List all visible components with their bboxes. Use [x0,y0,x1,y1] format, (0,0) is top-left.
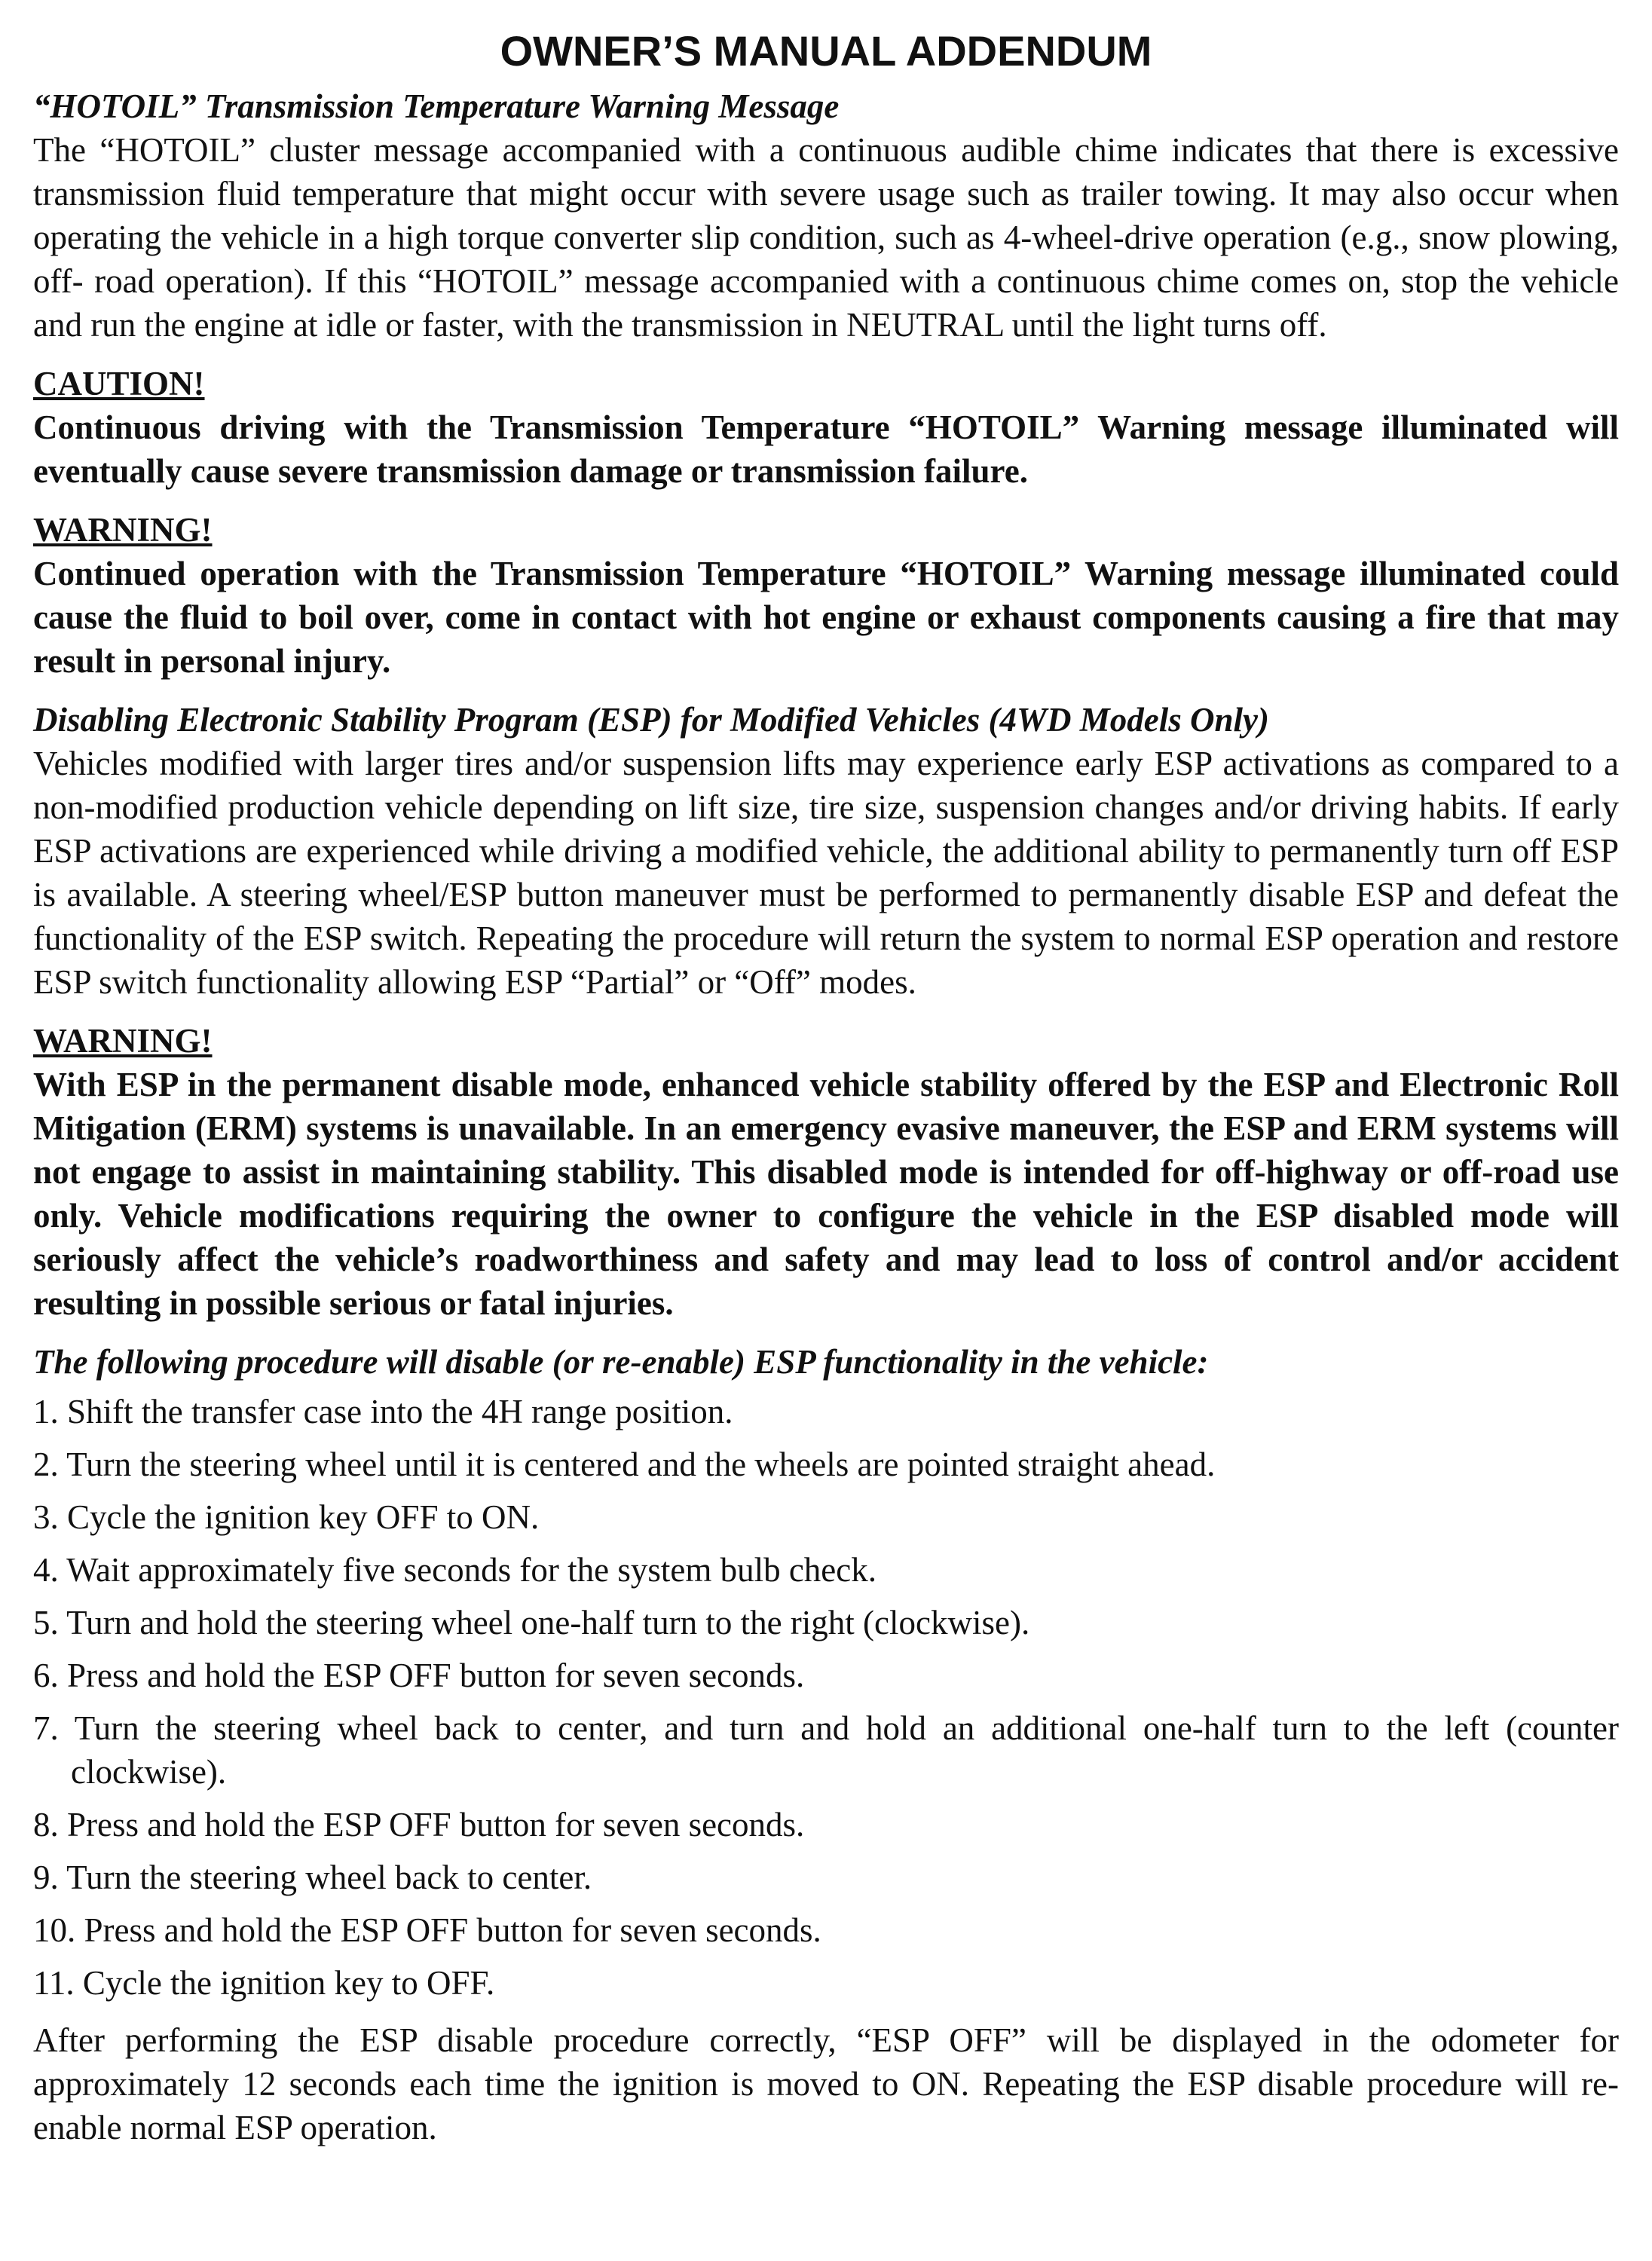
procedure-steps [33,1390,1619,2005]
warning-block-esp [33,1019,1619,1325]
caution-block [33,362,1619,493]
esp-heading: Disabling Electronic Stability Program (ESP) for Modified Vehicles (4WD Models Only) [33,701,1269,739]
warning-label: WARNING! [33,511,213,549]
procedure-step: 3. Cycle the ignition key OFF to ON. [33,1498,540,1536]
warning-block-hotoil [33,508,1619,683]
procedure-step: 8. Press and hold the ESP OFF button for seven seconds. [33,1806,805,1843]
caution-body: Continuous driving with the Transmission Temperature “HOTOIL” Warning message illuminated will eventually cause severe transmission damage or transmission failure. [33,408,1619,490]
warning-body: Continued operation with the Transmission Temperature “HOTOIL” Warning message illuminated could cause the fluid to boil over, come in contact with hot engine or exhaust components causing a fire that may result in personal injury. [33,555,1619,680]
procedure-step: 10. Press and hold the ESP OFF button for seven seconds. [33,1911,821,1949]
caution-label: CAUTION! [33,365,205,402]
hotoil-heading: “HOTOIL” Transmission Temperature Warning Message [33,87,840,125]
procedure-step: 6. Press and hold the ESP OFF button for seven seconds. [33,1657,805,1694]
procedure-heading: The following procedure will disable (or re-enable) ESP functionality in the vehicle: [33,1343,1209,1381]
procedure-step: 11. Cycle the ignition key to OFF. [33,1964,495,2002]
page-title: OWNER’S MANUAL ADDENDUM [500,27,1152,75]
procedure-step: 1. Shift the transfer case into the 4H range position. [33,1393,733,1430]
warning-body: With ESP in the permanent disable mode, enhanced vehicle stability offered by the ESP and Electronic Roll Mitigation (ERM) systems is unavailable. In an emergency evasive maneuver, the ESP and ERM systems will not engage to assist in maintaining stability. This disabled mode is intended for off-highway or off-road use only. Vehicle modifications requiring the owner to configure the vehicle in the ESP disabled mode will seriously affect the vehicle’s roadworthiness and safety and may lead to loss of control and/or accident resulting in possible serious or fatal injuries. [33,1066,1619,1322]
procedure-step: 5. Turn and hold the steering wheel one-half turn to the right (clockwise). [33,1604,1030,1641]
hotoil-body: The “HOTOIL” cluster message accompanied with a continuous audible chime indicates that there is excessive transmission fluid temperature that might occur with severe usage such as trailer towing. It may also occur when operating the vehicle in a high torque converter slip condition, such as 4-wheel-drive operation (e.g., snow plowing, off- road operation). If this “HOTOIL” message accompanied with a continuous chime comes on, stop the vehicle and run the engine at idle or faster, with the transmission in NEUTRAL until the light turns off. [33,131,1619,344]
hotoil-section [33,84,1619,347]
procedure-section [33,1340,1619,2149]
esp-section [33,698,1619,1004]
esp-body: Vehicles modified with larger tires and/or suspension lifts may experience early ESP activations as compared to a non-modified production vehicle depending on lift size, tire size, suspension changes and/or driving habits. If early ESP activations are experienced while driving a modified vehicle, the additional ability to permanently turn off ESP is available. A steering wheel/ESP button maneuver must be performed to permanently disable ESP and defeat the functionality of the ESP switch. Repeating the procedure will return the system to normal ESP operation and restore ESP switch functionality allowing ESP “Partial” or “Off” modes. [33,745,1619,1001]
procedure-closing: After performing the ESP disable procedure correctly, “ESP OFF” will be displayed in the odometer for approximately 12 seconds each time the ignition is moved to ON. Repeating the ESP disable procedure will re-enable normal ESP operation. [33,2021,1619,2146]
procedure-step: 7. Turn the steering wheel back to center, and turn and hold an additional one-half turn to the left (counter clockwise). [33,1709,1619,1791]
procedure-step: 9. Turn the steering wheel back to center. [33,1859,592,1896]
procedure-step: 4. Wait approximately five seconds for the system bulb check. [33,1551,877,1589]
warning-label: WARNING! [33,1022,213,1060]
procedure-step: 2. Turn the steering wheel until it is centered and the wheels are pointed straight ahead. [33,1446,1216,1483]
